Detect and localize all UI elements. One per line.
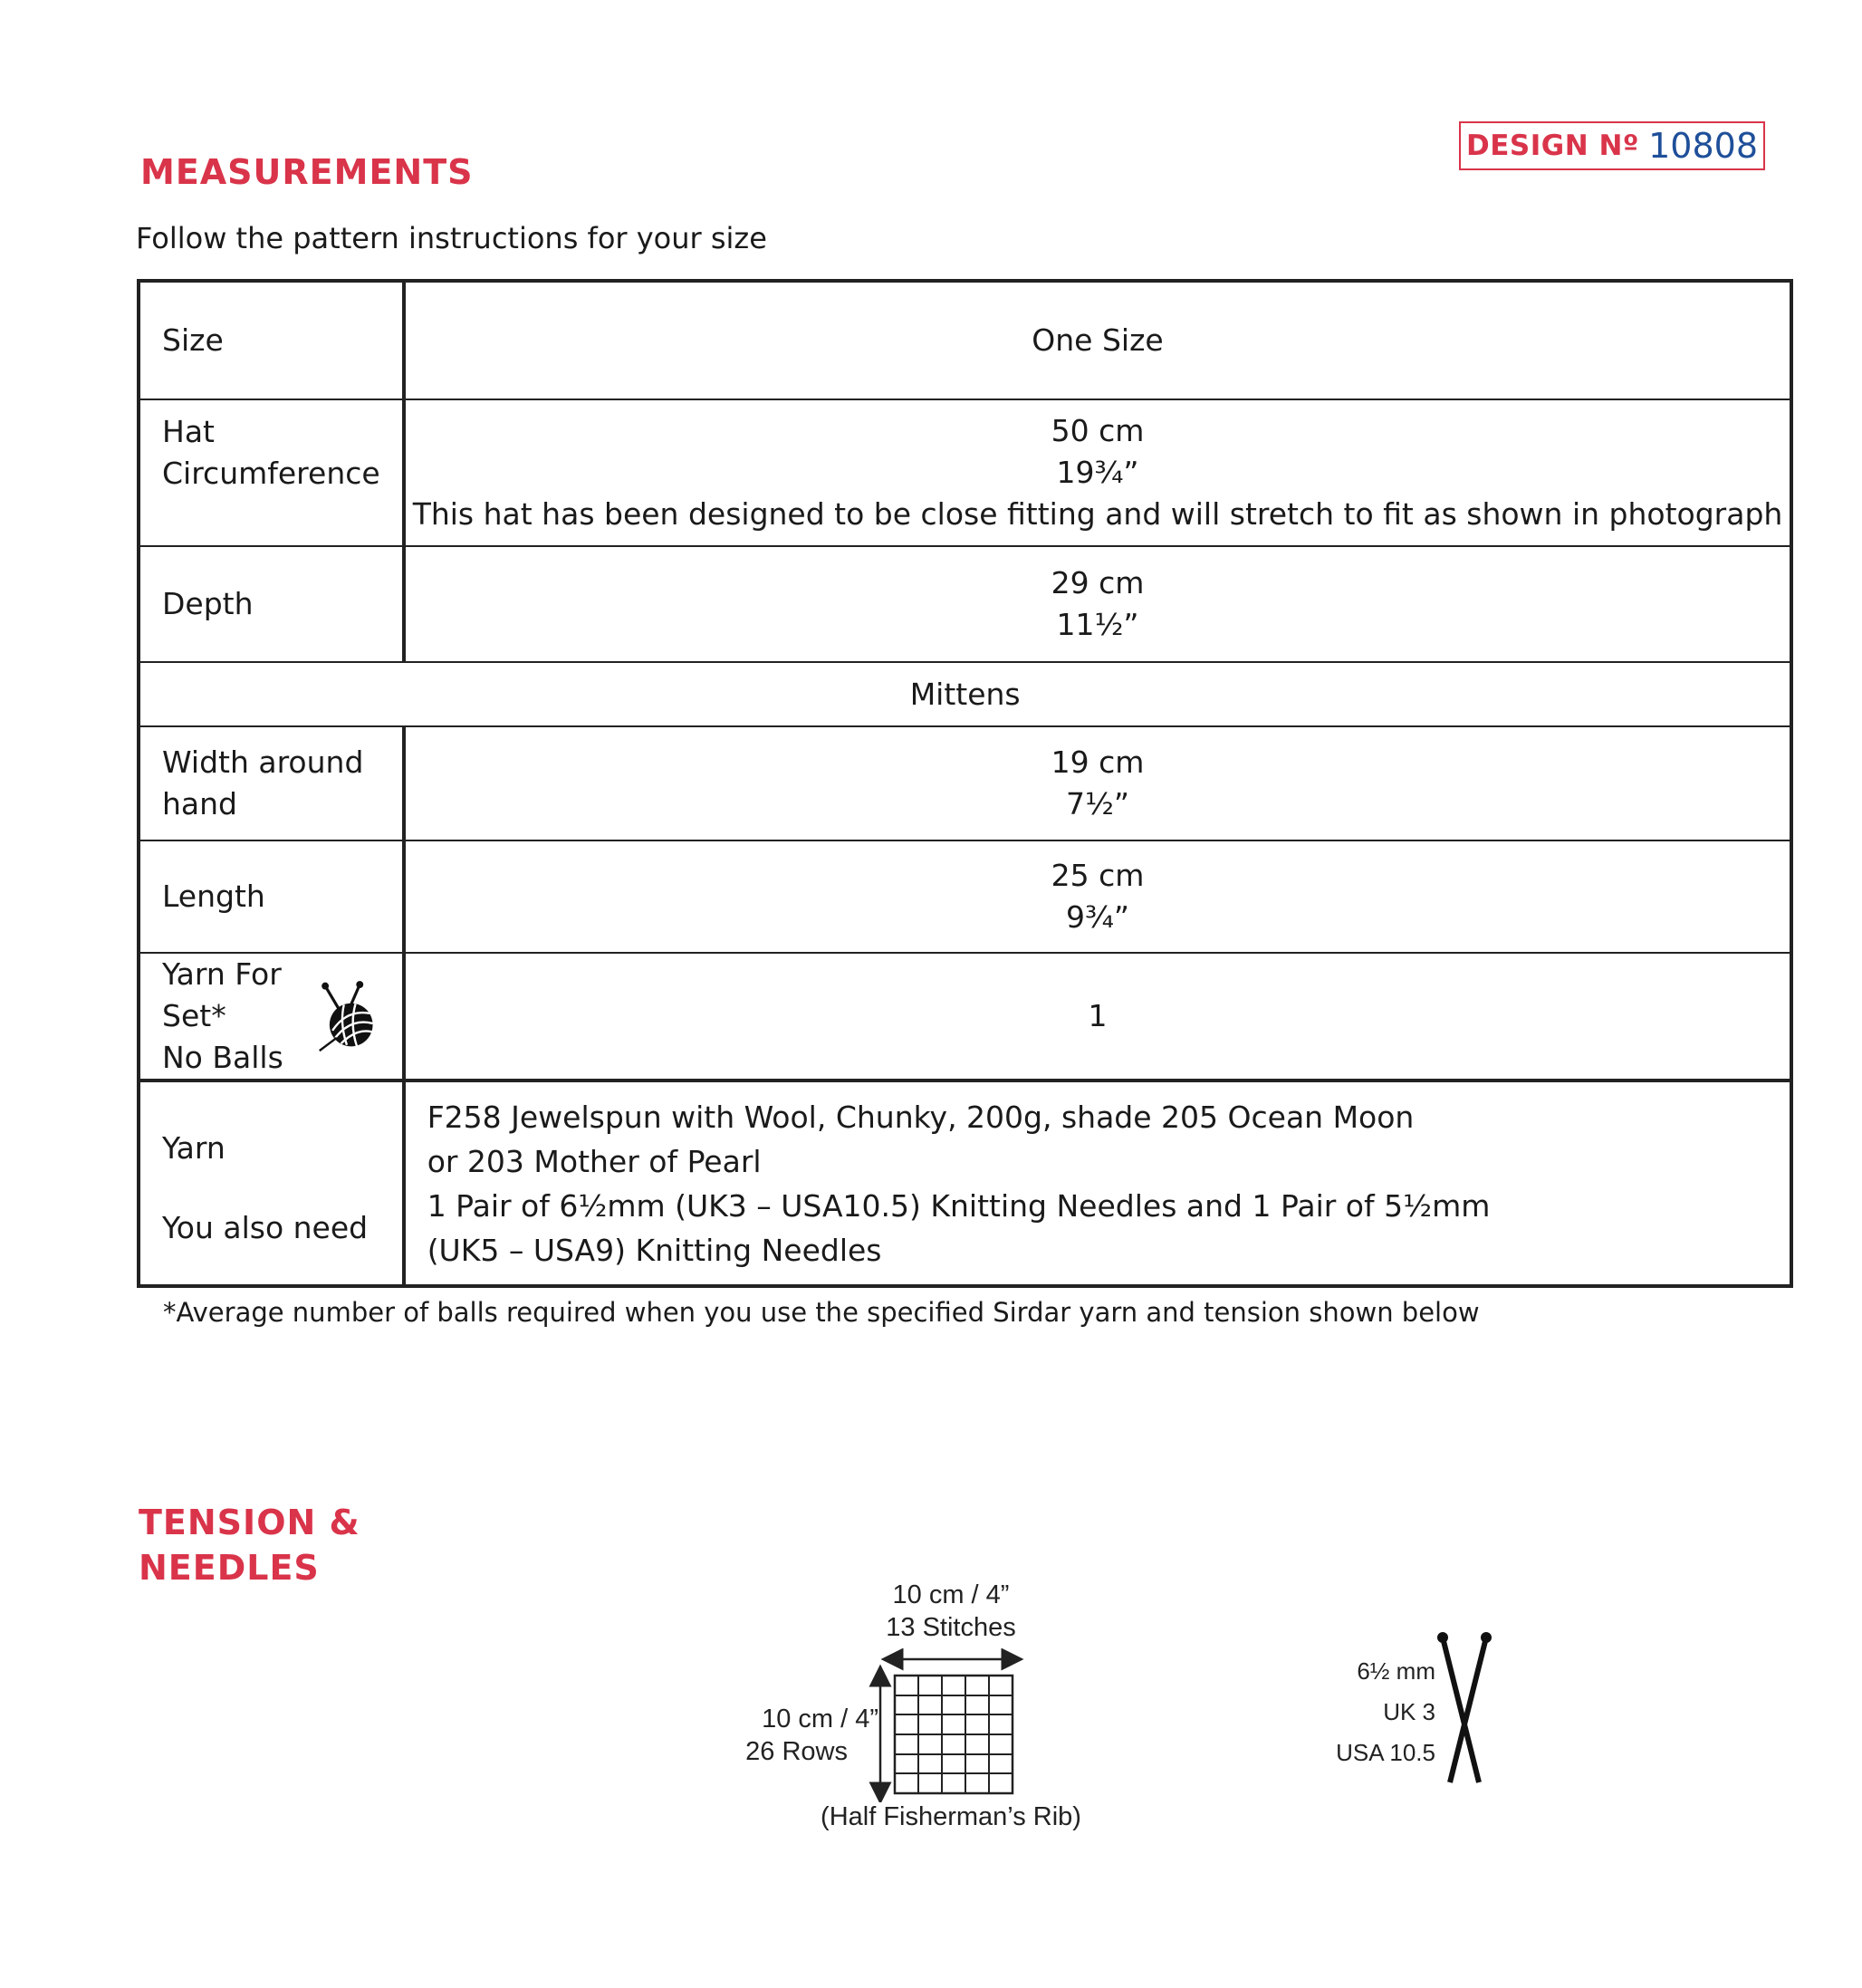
stitches-size-label: 10 cm / 4” <box>892 1580 1010 1609</box>
also-need-label: You also need <box>162 1209 369 1245</box>
length-inch: 9¾” <box>1065 899 1130 935</box>
balls-footnote: *Average number of balls required when you use the specified Sirdar yarn and tension shown below <box>163 1297 1480 1328</box>
yarn-value: F258 Jewelspun with Wool, Chunky, 200g, shade 205 Ocean Moon or 203 Mother of Pearl <box>427 1099 1415 1179</box>
yarn-labels-cell <box>139 1080 404 1286</box>
depth-label: Depth <box>139 546 404 662</box>
hat-fit-note: This hat has been designed to be close fitting and will stretch to fit as shown in photograph <box>412 496 1783 532</box>
table-row <box>139 953 1791 1080</box>
table-row <box>139 546 1791 662</box>
hat-inch: 19¾” <box>1056 455 1139 490</box>
needle-size-usa: USA 10.5 <box>1336 1739 1435 1766</box>
stitches-count-label: 13 Stitches <box>886 1613 1016 1642</box>
depth-cm: 29 cm <box>1051 565 1145 600</box>
hat-circumference-value <box>404 399 1792 546</box>
design-number: 10808 <box>1648 126 1758 166</box>
yarn-details-cell <box>404 1080 1792 1286</box>
tension-heading: TENSION & NEEDLES <box>139 1503 360 1588</box>
width-cm: 19 cm <box>1051 744 1145 780</box>
hat-circumference-label: Hat Circumference <box>139 399 404 546</box>
table-row <box>139 399 1791 546</box>
length-cm: 25 cm <box>1051 858 1145 893</box>
width-around-hand-value <box>404 726 1792 840</box>
yarn-ball-icon <box>315 971 380 1061</box>
depth-value <box>404 546 1792 662</box>
yarn-balls-label: Yarn For Set* No Balls <box>162 956 283 1075</box>
design-number-box <box>1459 121 1765 170</box>
length-value <box>404 840 1792 953</box>
also-need-value: 1 Pair of 6½mm (UK3 – USA10.5) Knitting Needles and 1 Pair of 5½mm (UK5 – USA9) Knitting Needles <box>427 1187 1491 1268</box>
yarn-label: Yarn <box>162 1129 226 1166</box>
size-value: One Size <box>404 281 1792 399</box>
length-label: Length <box>139 840 404 953</box>
design-label: DESIGN Nº <box>1466 130 1639 162</box>
tension-square-diagram <box>865 1648 1028 1802</box>
table-row <box>139 726 1791 840</box>
table-row <box>139 662 1791 726</box>
table-row <box>139 840 1791 953</box>
stitch-pattern-label: (Half Fisherman’s Rib) <box>821 1802 1081 1831</box>
depth-inch: 11½” <box>1056 607 1139 642</box>
measurements-subtitle: Follow the pattern instructions for your size <box>136 221 767 255</box>
table-row <box>139 281 1791 399</box>
yarn-balls-value: 1 <box>404 953 1792 1080</box>
mittens-section-label: Mittens <box>139 662 1791 726</box>
rows-size-label: 10 cm / 4” <box>762 1705 878 1733</box>
width-inch: 7½” <box>1065 786 1130 821</box>
rows-count-label: 26 Rows <box>745 1737 848 1766</box>
table-row <box>139 1080 1791 1286</box>
hat-cm: 50 cm <box>1051 413 1145 448</box>
needle-size-mm: 6½ mm <box>1357 1657 1435 1685</box>
size-label: Size <box>139 281 404 399</box>
width-around-hand-label: Width around hand <box>139 726 404 840</box>
measurements-table <box>137 279 1793 1288</box>
knitting-needles-icon <box>1435 1630 1499 1789</box>
measurements-heading: MEASUREMENTS <box>140 152 474 192</box>
yarn-balls-label-cell <box>139 953 404 1080</box>
needle-size-uk: UK 3 <box>1383 1698 1435 1725</box>
